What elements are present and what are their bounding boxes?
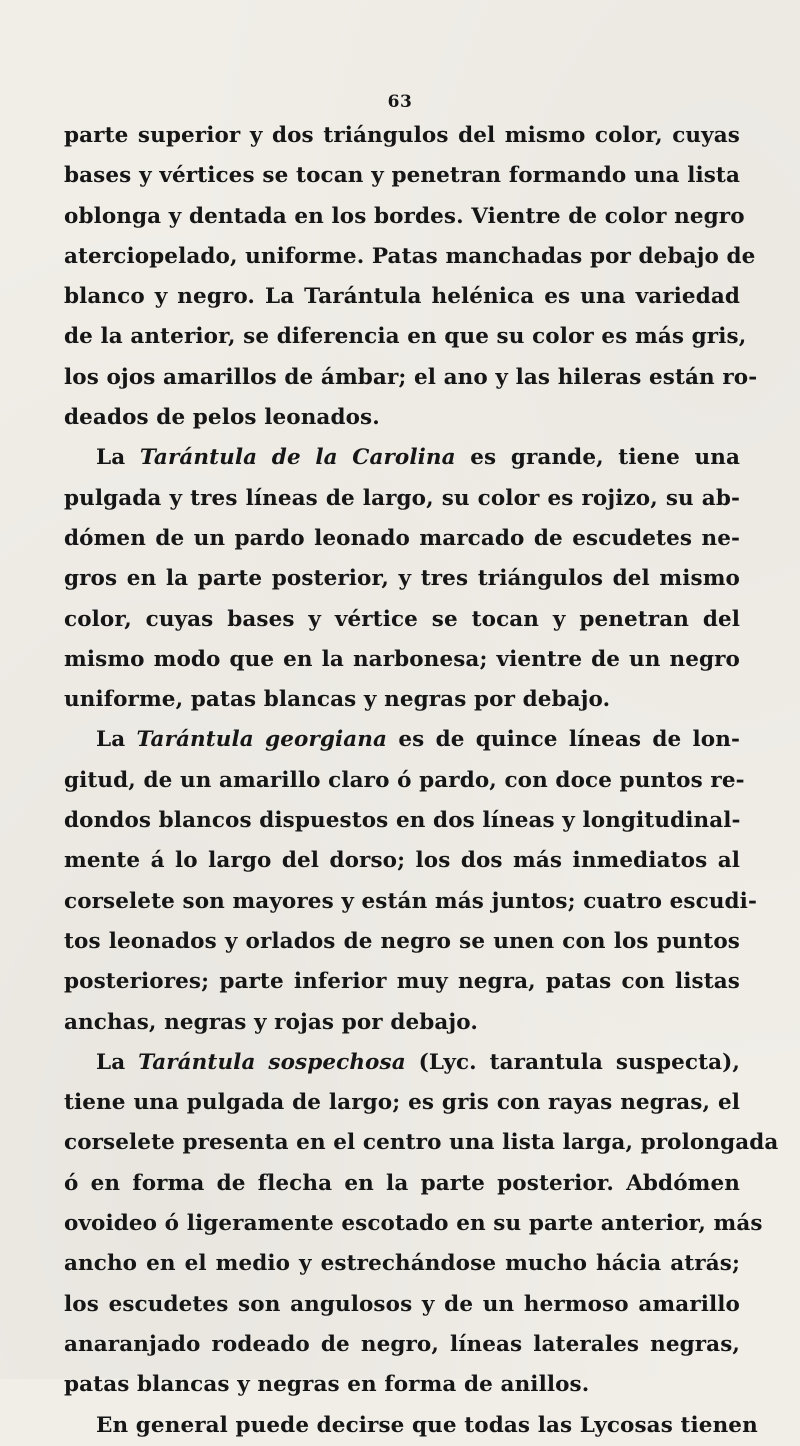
text-run: dondos blancos dispuestos en dos líneas y longitudinal- <box>64 808 741 834</box>
text-line <box>64 237 756 277</box>
text-run: color, cuyas bases y vértice se tocan y penetran del <box>64 606 740 632</box>
italic-species-name: Tarántula de la Carolina <box>139 445 456 471</box>
text-run: oblonga y dentada en los bordes. Vientre de color negro <box>64 203 745 229</box>
text-line <box>64 761 745 801</box>
text-run: aterciopelado, uniforme. Patas manchadas por debajo de <box>64 243 756 269</box>
text-run: blanco y negro. La Tarántula helénica es una variedad <box>64 284 740 310</box>
text-run: tiene una pulgada de largo; es gris con rayas negras, el <box>64 1090 740 1116</box>
text-run: posteriores; parte inferior muy negra, patas con listas <box>64 969 740 995</box>
text-line <box>64 882 757 922</box>
text-run: los escudetes son angulosos y de un hermoso amarillo <box>64 1291 740 1317</box>
text-line <box>64 680 740 720</box>
text-line <box>64 559 740 599</box>
text-run: La <box>96 727 137 753</box>
italic-species-name: Tarántula georgiana <box>136 727 388 753</box>
text-run: tos leonados y orlados de negro se unen con los puntos <box>64 928 740 954</box>
text-run: mente á lo largo del dorso; los dos más inmediatos al <box>64 848 740 874</box>
text-line <box>64 801 740 841</box>
text-line <box>64 600 740 640</box>
text-run: bases y vértices se tocan y penetran formando una lista <box>64 163 740 189</box>
text-line <box>64 438 740 478</box>
text-line <box>64 1003 740 1043</box>
text-run: los ojos amarillos de ámbar; el ano y las hileras están ro- <box>64 364 758 390</box>
text-line <box>64 720 740 760</box>
text-run: es de quince líneas de lon- <box>387 727 740 753</box>
text-run: ó en forma de flecha en la parte posterior. Abdómen <box>64 1170 740 1196</box>
text-line <box>64 1123 779 1163</box>
text-run: ancho en el medio y estrechándose mucho hácia atrás; <box>64 1251 740 1277</box>
text-run: deados de pelos leonados. <box>64 405 380 431</box>
text-line <box>64 277 740 317</box>
text-run: de la anterior, se diferencia en que su color es más gris, <box>64 324 747 350</box>
text-line <box>64 1043 740 1083</box>
text-run: patas blancas y negras en forma de anillos. <box>64 1372 590 1398</box>
text-line <box>64 1164 740 1204</box>
page-number: 63 <box>387 92 413 112</box>
text-line <box>64 640 740 680</box>
text-line <box>64 1406 758 1446</box>
text-run: dómen de un pardo leonado marcado de escudetes ne- <box>64 525 740 551</box>
text-run: corselete son mayores y están más juntos; cuatro escudi- <box>64 888 757 914</box>
text-run: gros en la parte posterior, y tres triángulos del mismo <box>64 566 740 592</box>
text-run: gitud, de un amarillo claro ó pardo, con doce puntos re- <box>64 767 745 793</box>
text-line <box>64 1083 740 1123</box>
text-line <box>64 479 740 519</box>
text-line <box>64 519 740 559</box>
text-run: La <box>96 1049 139 1075</box>
text-run: ovoideo ó ligeramente escotado en su parte anterior, más <box>64 1211 763 1237</box>
text-line <box>64 1285 740 1325</box>
text-line <box>64 317 747 357</box>
text-run: parte superior y dos triángulos del mismo color, cuyas <box>64 123 740 148</box>
text-line <box>64 197 745 237</box>
text-line <box>64 1244 740 1284</box>
text-line <box>64 1365 740 1405</box>
text-line <box>64 841 740 881</box>
text-line <box>64 156 740 196</box>
body-text <box>64 116 779 1446</box>
text-run: (Lyc. tarantula suspecta), <box>405 1049 740 1075</box>
text-line <box>64 1204 763 1244</box>
text-line <box>64 358 758 398</box>
text-run: En general puede decirse que todas las Lycosas tienen <box>96 1412 758 1438</box>
text-line <box>64 962 740 1002</box>
text-run: La <box>96 445 140 471</box>
text-line <box>64 398 740 438</box>
text-run: uniforme, patas blancas y negras por debajo. <box>64 687 611 713</box>
text-run: anaranjado rodeado de negro, líneas laterales negras, <box>64 1331 740 1357</box>
text-run: mismo modo que en la narbonesa; vientre de un negro <box>64 646 740 672</box>
text-line <box>64 1325 740 1365</box>
text-run: pulgada y tres líneas de largo, su color es rojizo, su ab- <box>64 485 740 511</box>
text-line <box>64 922 740 962</box>
italic-species-name: Tarántula sospechosa <box>138 1049 406 1075</box>
text-run: anchas, negras y rojas por debajo. <box>64 1009 478 1035</box>
text-run: es grande, tiene una <box>455 445 740 471</box>
text-line <box>64 116 740 156</box>
text-run: corselete presenta en el centro una lista larga, prolongada <box>64 1130 779 1156</box>
